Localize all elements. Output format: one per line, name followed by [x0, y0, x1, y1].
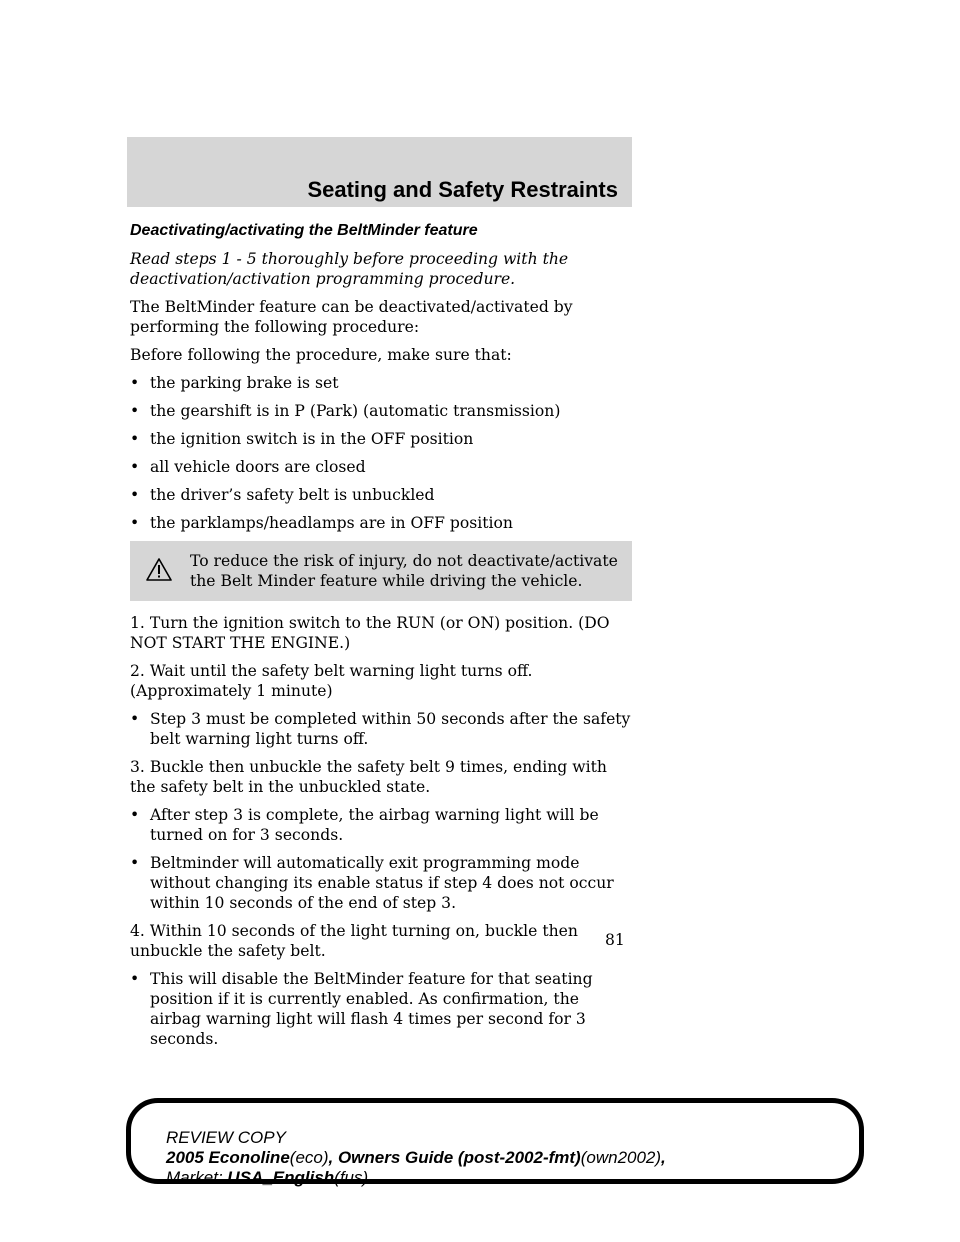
checklist-item: • the gearshift is in P (Park) (automatic transmission): [130, 402, 561, 420]
paragraph-before: Before following the procedure, make sure that:: [130, 346, 512, 364]
checklist-item: • the ignition switch is in the OFF position: [130, 430, 474, 448]
checklist-item: • the parklamps/headlamps are in OFF position: [130, 514, 513, 532]
step-2-note: • Step 3 must be completed within 50 seconds after the safety belt warning light turns off.: [130, 710, 631, 748]
checklist-item: • the driver’s safety belt is unbuckled: [130, 486, 435, 504]
step-3-note: • After step 3 is complete, the airbag warning light will be turned on for 3 seconds.: [130, 806, 599, 844]
warning-triangle-icon: [146, 558, 172, 581]
checklist-item: • all vehicle doors are closed: [130, 458, 366, 476]
intro-note: Read steps 1 - 5 thoroughly before proceeding with the deactivation/activation programming procedure.: [130, 250, 569, 288]
step-3-note: • Beltminder will automatically exit programming mode without changing its enable status if step 4 does not occur within 10 seconds of the end of step 3.: [130, 854, 614, 912]
page-number: 81: [605, 931, 625, 949]
paragraph-intro: The BeltMinder feature can be deactivated/activated by performing the following procedure:: [130, 298, 573, 336]
step-4: 4. Within 10 seconds of the light turning on, buckle then unbuckle the safety belt.: [130, 922, 578, 960]
step-4-note: • This will disable the BeltMinder feature for that seating position if it is currently enabled. As confirmation, the airbag warning light will flash 4 times per second for 3 seconds.: [130, 970, 593, 1048]
footer-guide-line: 2005 Econoline(eco), Owners Guide (post-2002-fmt)(own2002),: [166, 1148, 666, 1167]
step-1: 1. Turn the ignition switch to the RUN (or ON) position. (DO NOT START THE ENGINE.): [130, 614, 610, 652]
step-2: 2. Wait until the safety belt warning light turns off. (Approximately 1 minute): [130, 662, 533, 700]
subsection-heading: Deactivating/activating the BeltMinder feature: [130, 222, 478, 239]
warning-box: [130, 541, 632, 601]
section-header-band: [127, 137, 632, 207]
warning-text: To reduce the risk of injury, do not deactivate/activate the Belt Minder feature while driving the vehicle.: [190, 552, 618, 590]
checklist-item: • the parking brake is set: [130, 374, 339, 392]
footer-market-line: Market: USA_English(fus): [166, 1168, 369, 1187]
review-copy-label: REVIEW COPY: [166, 1128, 286, 1147]
page-content: [130, 221, 632, 1057]
step-3: 3. Buckle then unbuckle the safety belt 9 times, ending with the safety belt in the unbuckled state.: [130, 758, 607, 796]
section-title: Seating and Safety Restraints: [307, 177, 618, 202]
footer-text: [166, 1128, 666, 1188]
